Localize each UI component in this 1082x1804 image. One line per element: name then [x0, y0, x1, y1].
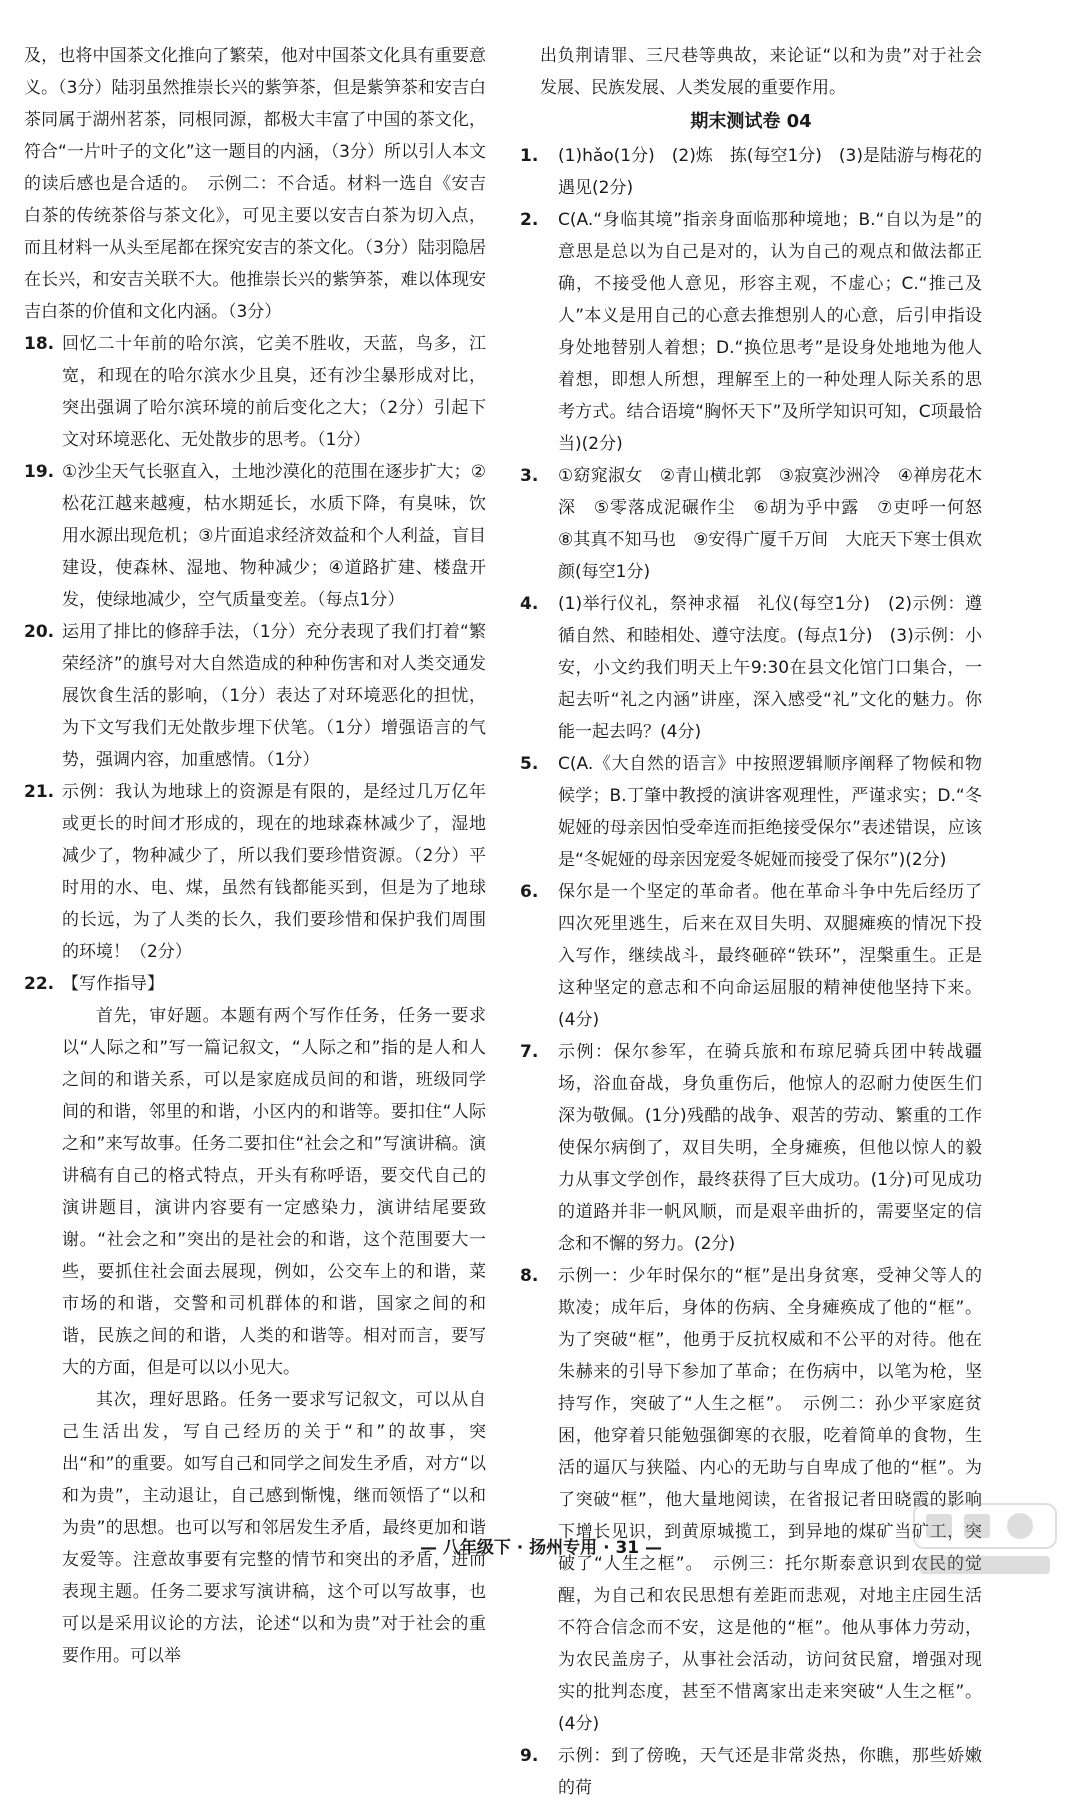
answer-item-6	[520, 876, 982, 1036]
item-number: 1.	[520, 146, 539, 166]
item-text: 运用了排比的修辞手法，（1分）充分表现了我们打着“繁荣经济”的旗号对大自然造成的种种伤害和对人类交通发展饮食生活的影响，（1分）表达了对环境恶化的担忧，为下文写我们无处散步埋下伏笔。（1分）增强语言的气势，强调内容，加重感情。（1分）	[62, 622, 486, 770]
item-number: 9.	[520, 1746, 539, 1766]
item-text: 示例：我认为地球上的资源是有限的，是经过几万亿年或更长的时间才形成的，现在的地球森林减少了，湿地减少了，物种减少了，所以我们要珍惜资源。（2分）平时用的水、电、煤，虽然有钱都能买到，但是为了地球的长远，为了人类的长久，我们要珍惜和保护我们周围的环境！（2分）	[62, 782, 486, 962]
answer-item-3	[520, 460, 999, 588]
answer-item-22	[24, 968, 486, 1672]
watermark-logo	[910, 1500, 1060, 1580]
answer-item-21	[24, 776, 486, 968]
item-number: 5.	[520, 754, 539, 774]
item-number: 7.	[520, 1042, 539, 1062]
item-number: 18.	[24, 334, 55, 354]
item-number: 8.	[520, 1266, 539, 1286]
answer-item-19	[24, 456, 486, 616]
answer-item-9	[520, 1740, 982, 1804]
item-number: 19.	[24, 462, 55, 482]
item-text: C(A.《大自然的语言》中按照逻辑顺序阐释了物候和物候学；B.丁肇中教授的演讲客观理性，严谨求实；D.“冬妮娅的母亲因怕受牵连而拒绝接受保尔”表述错误，应该是“冬妮娅的母亲因宠爱冬妮娅而接受了保尔”)(2分)	[558, 754, 982, 870]
carry-over-text: 出负荆请罪、三尺巷等典故，来论证“以和为贵”对于社会发展、民族发展、人类发展的重要作用。	[540, 46, 982, 98]
writing-guide-paragraph-2: 其次，理好思路。任务一要求写记叙文，可以从自己生活出发，写自己经历的关于“和”的故事，突出“和”的重要。如写自己和同学之间发生矛盾，对方“以和为贵”，主动退让，自己感到惭愧，继而领悟了“以和为贵”的思想。也可以写和邻居发生矛盾，最终更加和谐友爱等。注意故事要有完整的情节和突出的矛盾，进而表现主题。任务二要求写演讲稿，这个可以写故事，也可以是采用议论的方法，论述“以和为贵”对于社会的重要作用。可以举	[62, 1390, 486, 1666]
item-number: 21.	[24, 782, 55, 802]
answer-item-2	[520, 204, 982, 460]
item-number: 4.	[520, 594, 539, 614]
section-heading: 期末测试卷 04	[690, 111, 812, 132]
item-text: 示例一：少年时保尔的“框”是出身贫寒，受神父等人的欺凌；成年后，身体的伤病、全身瘫痪成了他的“框”。为了突破“框”，他勇于反抗权威和不公平的对待。他在朱赫来的引导下参加了革命；在伤病中，以笔为枪，坚持写作，突破了“人生之框”。 示例二：孙少平家庭贫困，他穿着只能勉强御寒的衣服，吃着简单的食物，生活的逼仄与狭隘、内心的无助与自卑成了他的“框”。为了突破“框”，他大量地阅读，在省报记者田晓霞的影响下增长见识，到黄原城揽工，到异地的煤矿当矿工，突破了“人生之框”。 示例三：托尔斯泰意识到农民的觉醒，为自己和农民思想有差距而悲观，对地主庄园生活不符合信念而不安，这是他的“框”。他从事体力劳动，为农民盖房子，从事社会活动，访问贫民窟，增强对现实的批判态度，甚至不惜离家出走来突破“人生之框”。(4分)	[558, 1266, 982, 1734]
item-number: 2.	[520, 210, 539, 230]
answer-item-5	[520, 748, 982, 876]
item-text: (1)hǎo(1分) (2)炼 拣(每空1分) (3)是陆游与梅花的遇见(2分)	[558, 146, 982, 198]
answer-item-4	[520, 588, 982, 748]
answer-item-18	[24, 328, 486, 456]
item-text: 示例：保尔参军，在骑兵旅和布琼尼骑兵团中转战疆场，浴血奋战，身负重伤后，他惊人的忍耐力使医生们深为敬佩。(1分)残酷的战争、艰苦的劳动、繁重的工作使保尔病倒了，双目失明，全身瘫痪，但他以惊人的毅力从事文学创作，最终获得了巨大成功。(1分)可见成功的道路并非一帆风顺，而是艰辛曲折的，需要坚定的信念和不懈的努力。(2分)	[558, 1042, 982, 1254]
item-number: 6.	[520, 882, 539, 902]
item-text: 回忆二十年前的哈尔滨，它美不胜收，天蓝，鸟多，江宽，和现在的哈尔滨水少且臭，还有沙尘暴形成对比，突出强调了哈尔滨环境的前后变化之大；（2分）引起下文对环境恶化、无处散步的思考。（1分）	[62, 334, 486, 450]
item-text: ①窈窕淑女 ②青山横北郭 ③寂寞沙洲冷 ④禅房花木深 ⑤零落成泥碾作尘 ⑥胡为乎中露 ⑦吏呼一何怒 ⑧其真不知马也 ⑨安得广厦千万间 大庇天下寒士俱欢颜(每空1分)	[558, 466, 999, 582]
left-column	[24, 40, 486, 1672]
page-footer: — 八年级下 · 扬州专用 · 31 —	[419, 1538, 663, 1558]
item-text: 【写作指导】	[62, 974, 164, 994]
item-number: 22.	[24, 974, 55, 994]
item-text: 示例：到了傍晚，天气还是非常炎热，你瞧，那些娇嫩的荷	[558, 1746, 982, 1798]
answer-item-20	[24, 616, 486, 776]
answer-item-7	[520, 1036, 982, 1260]
item-text: (1)举行仪礼，祭神求福 礼仪(每空1分) (2)示例：遵循自然、和睦相处、遵守法度。(每点1分) (3)示例：小安，小文约我们明天上午9:30在县文化馆门口集合，一起去听“礼之内涵”讲座，深入感受“礼”文化的魅力。你能一起去吗？(4分)	[558, 594, 982, 742]
item-text: C(A.“身临其境”指亲身面临那种境地；B.“自以为是”的意思是总以为自己是对的，认为自己的观点和做法都正确，不接受他人意见，形容主观，不虚心；C.“推己及人”本义是用自己的心意去推想别人的心意，后引申指设身处地替别人着想；D.“换位思考”是设身处地地为他人着想，即想人所想，理解至上的一种处理人际关系的思考方式。结合语境“胸怀天下”及所学知识可知，C项最恰当)(2分)	[558, 210, 982, 454]
item-text: 保尔是一个坚定的革命者。他在革命斗争中先后经历了四次死里逃生，后来在双目失明、双腿瘫痪的情况下投入写作，继续战斗，最终砸碎“铁环”，涅槃重生。正是这种坚定的意志和不向命运屈服的精神使他坚持下来。(4分)	[558, 882, 982, 1030]
writing-guide-paragraph-1: 首先，审好题。本题有两个写作任务，任务一要求以“人际之和”写一篇记叙文，“人际之和”指的是人和人之间的和谐关系，可以是家庭成员间的和谐，班级同学间的和谐，邻里的和谐，小区内的和谐等。要扣住“人际之和”来写故事。任务二要扣住“社会之和”写演讲稿。演讲稿有自己的格式特点，开头有称呼语，要交代自己的演讲题目，演讲内容要有一定感染力，演讲结尾要致谢。“社会之和”突出的是社会的和谐，这个范围要大一些，要抓住社会面去展现，例如，公交车上的和谐，菜市场的和谐，交警和司机群体的和谐，国家之间的和谐，民族之间的和谐，人类的和谐等。相对而言，要写大的方面，但是可以以小见大。	[62, 1006, 486, 1378]
item-number: 3.	[520, 466, 539, 486]
intro-paragraph: 及，也将中国茶文化推向了繁荣，他对中国茶文化具有重要意义。（3分）陆羽虽然推崇长兴的紫笋茶，但是紫笋茶和安吉白茶同属于湖州茗茶，同根同源，都极大丰富了中国的茶文化，符合“一片叶子的文化”这一题目的内涵，（3分）所以引人本文的读后感也是合适的。 示例二：不合适。材料一选自《安吉白茶的传统茶俗与茶文化》，可见主要以安吉白茶为切入点，而且材料一从头至尾都在探究安吉的茶文化。（3分）陆羽隐居在长兴，和安吉关联不大。他推崇长兴的紫笋茶，难以体现安吉白茶的价值和文化内涵。（3分）	[24, 46, 486, 322]
item-text: ①沙尘天气长驱直入，土地沙漠化的范围在逐步扩大；②松花江越来越瘦，枯水期延长，水质下降，有臭味，饮用水源出现危机；③片面追求经济效益和个人利益，盲目建设，使森林、湿地、物种减少；④道路扩建、楼盘开发，使绿地减少，空气质量变差。（每点1分）	[62, 462, 486, 610]
answer-item-1	[520, 140, 982, 204]
item-number: 20.	[24, 622, 55, 642]
